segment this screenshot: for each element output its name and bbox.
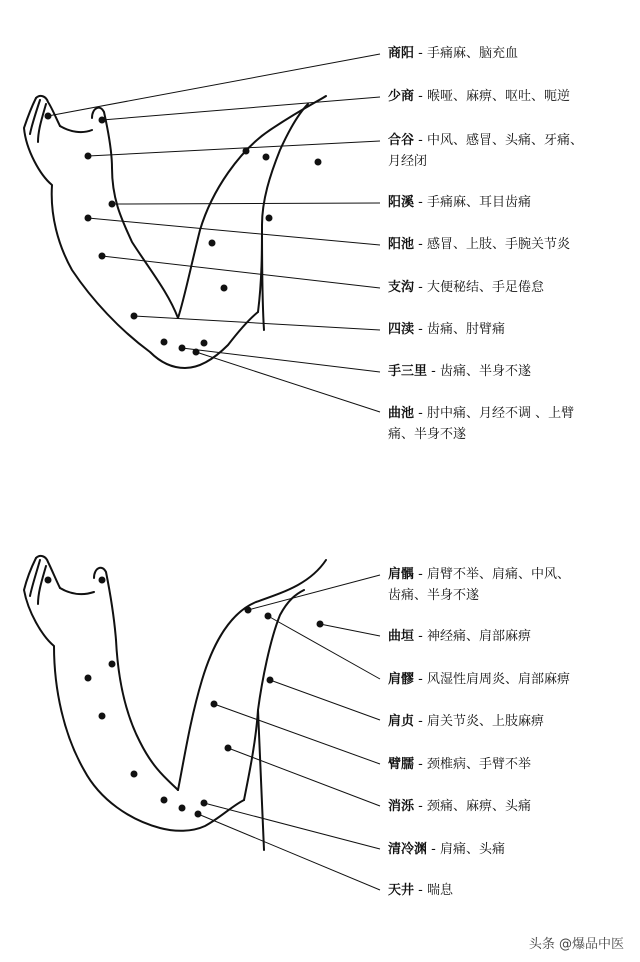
separator: - (414, 714, 427, 729)
point-indication: 风湿性肩周炎、肩部麻痹 (426, 672, 570, 687)
separator: - (414, 322, 427, 337)
point-name: 曲垣 (388, 629, 415, 644)
separator: - (414, 883, 427, 898)
point-indication: 中风、感冒、头痛、牙痛、 (426, 133, 583, 148)
separator: - (414, 280, 427, 295)
point-name: 手三里 (388, 364, 428, 379)
separator: - (414, 672, 427, 687)
point-indication: 手痛麻、耳目齿痛 (426, 195, 531, 210)
point-name: 合谷 (388, 133, 415, 148)
separator: - (414, 195, 427, 210)
separator: - (414, 133, 427, 148)
separator: - (414, 46, 427, 61)
label-shangyang (388, 43, 518, 64)
arm-outline-lower (24, 556, 326, 850)
point-indication: 喉哑、麻痹、呕吐、呃逆 (426, 89, 570, 104)
point-indication: 感冒、上肢、手腕关节炎 (426, 237, 570, 252)
label-tianjing (388, 880, 453, 901)
label-qinglengyuan (388, 839, 505, 860)
point-name: 曲池 (388, 406, 415, 421)
label-xiaoluo (388, 796, 531, 817)
point-name: 消泺 (388, 799, 415, 814)
point-indication: 神经痛、肩部麻痹 (426, 629, 531, 644)
label-quyuan (388, 626, 531, 647)
label-binao (388, 754, 531, 775)
point-indication-cont: 齿痛、半身不遂 (388, 588, 480, 603)
point-indication: 颈椎病、手臂不举 (426, 757, 531, 772)
point-name: 肩髎 (388, 672, 415, 687)
point-name: 肩贞 (388, 714, 415, 729)
label-shousanli (388, 361, 531, 382)
point-name: 阳池 (388, 237, 415, 252)
separator: - (427, 842, 440, 857)
label-zhigou (388, 277, 544, 298)
separator: - (414, 757, 427, 772)
point-name: 少商 (388, 89, 415, 104)
point-indication: 喘息 (426, 883, 453, 898)
label-yangchi (388, 234, 570, 255)
point-name: 四渎 (388, 322, 415, 337)
point-name: 臂臑 (388, 757, 415, 772)
separator: - (414, 799, 427, 814)
point-indication: 手痛麻、脑充血 (426, 46, 518, 61)
label-jianliao (388, 669, 570, 690)
point-name: 支沟 (388, 280, 415, 295)
point-indication: 肩关节炎、上肢麻痹 (426, 714, 544, 729)
point-name: 商阳 (388, 46, 415, 61)
label-jianyu (388, 564, 570, 606)
point-name: 天井 (388, 883, 415, 898)
point-indication-cont: 痛、半身不遂 (388, 427, 467, 442)
label-hegu (388, 130, 583, 172)
point-indication: 齿痛、肘臂痛 (426, 322, 505, 337)
separator: - (414, 629, 427, 644)
separator: - (427, 364, 440, 379)
label-sidu (388, 319, 505, 340)
point-indication: 肘中痛、月经不调 、上臂 (426, 406, 575, 421)
point-name: 阳溪 (388, 195, 415, 210)
label-jianzhen (388, 711, 544, 732)
label-quchi (388, 403, 574, 445)
point-indication: 颈痛、麻痹、头痛 (426, 799, 531, 814)
watermark: 头条 @爆品中医 (528, 937, 624, 952)
label-shaoshang (388, 86, 570, 107)
separator: - (414, 237, 427, 252)
point-indication: 齿痛、半身不遂 (439, 364, 531, 379)
point-name: 肩髃 (388, 567, 415, 582)
separator: - (414, 89, 427, 104)
leader-lines-lower (198, 575, 380, 890)
separator: - (414, 567, 427, 582)
label-yangxi (388, 192, 531, 213)
point-indication-cont: 月经闭 (388, 154, 428, 169)
point-indication: 大便秘结、手足倦怠 (426, 280, 544, 295)
separator: - (414, 406, 427, 421)
point-indication: 肩痛、头痛 (439, 842, 505, 857)
arm-outline-upper (24, 96, 326, 368)
point-name: 清冷渊 (388, 842, 428, 857)
point-indication: 肩臂不举、肩痛、中风、 (426, 567, 570, 582)
